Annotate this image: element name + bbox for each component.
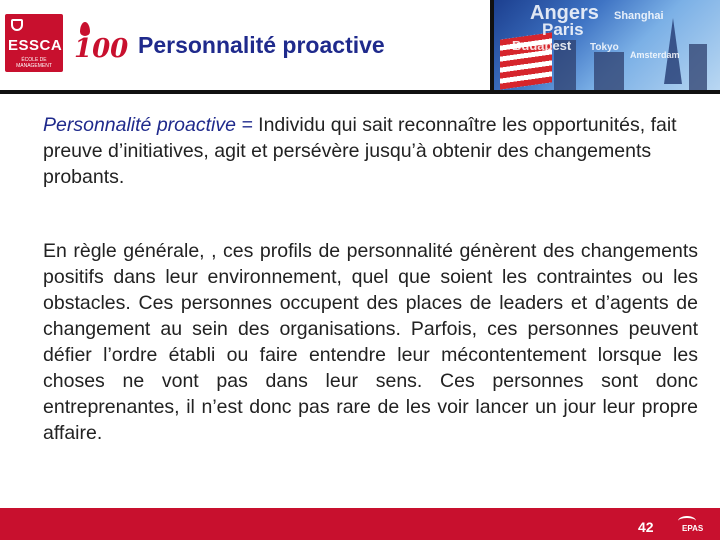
page-number: 42 (638, 519, 654, 535)
description-paragraph: En règle générale, , ces profils de personnalité génèrent des changements positifs dans leur environnement, quel que soient les contraintes ou les obstacles. Ces personnes occupent des places de leaders et d’agents de changement au sein des organisations. Parfois, ces personnes peuvent défier l’ordre établi ou faire entendre leur mécontentement lorsque les choses ne vont pas dans leur sens. Ces personnes sont donc entreprenantes, il n’est donc pas rare de les voir lancer un jour leur propre affaire. (43, 240, 698, 444)
epas-logo (676, 512, 716, 538)
essca-logo (5, 14, 63, 72)
slide-header (0, 0, 720, 90)
banner-city: Paris (542, 20, 584, 39)
epas-logo-text: EPAS (682, 524, 704, 533)
cities-banner-image (494, 0, 720, 90)
banner-city: Amsterdam (630, 50, 680, 60)
banner-city: Tokyo (590, 42, 619, 53)
slide-footer (0, 508, 720, 540)
crest-icon (11, 19, 23, 31)
banner-city: Budapest (512, 38, 572, 53)
header-rule (0, 90, 720, 94)
banner-city: Shanghai (614, 10, 664, 22)
definition-term: Personnalité proactive = (43, 114, 259, 136)
essca-logo-text: ESSCA (8, 37, 63, 54)
anniversary-logo-text: 100 (74, 34, 129, 64)
banner-city: Angers (530, 2, 599, 24)
anniversary-logo (72, 22, 129, 70)
definition-paragraph (43, 112, 698, 190)
slide-title: Personnalité proactive (138, 32, 385, 58)
definition-text: Individu qui sait reconnaître les opportunités, fait preuve d’initiatives, agit et persévère jusqu’à obtenir des changements probants. (43, 114, 677, 188)
essca-logo-tagline: ÉCOLE DE MANAGEMENT (16, 57, 52, 69)
header-divider (490, 0, 494, 92)
